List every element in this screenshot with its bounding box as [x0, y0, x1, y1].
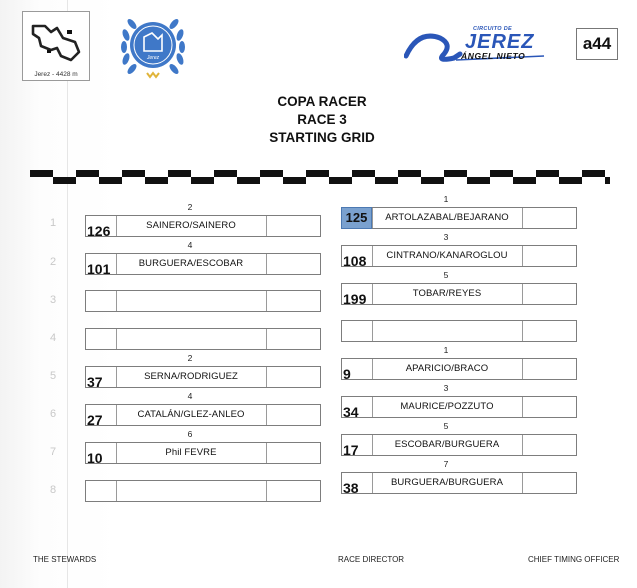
rider-number-cell	[86, 291, 117, 311]
grid-slot-right	[341, 434, 577, 456]
grid-slot-right	[341, 207, 577, 229]
rider-name-cell	[372, 321, 523, 341]
grid-slot-right	[341, 396, 577, 418]
rider-number: 125	[341, 207, 372, 229]
rider-number: 17	[343, 442, 359, 458]
grid-position-label: 1	[443, 194, 449, 204]
rider-number-cell	[86, 481, 117, 501]
grid-slot-right	[341, 245, 577, 267]
rider-number: 126	[87, 223, 111, 239]
title-block	[222, 93, 422, 147]
rider-names: BURGUERA/ESCOBAR	[138, 258, 244, 269]
rider-names: SERNA/RODRIGUEZ	[144, 371, 238, 382]
grid-row-number: 8	[49, 484, 57, 496]
grid-position-label: 2	[187, 202, 193, 212]
grid-slot-left	[85, 290, 321, 312]
rider-names: ARTOLAZABAL/BEJARANO	[385, 212, 509, 223]
grid-position-label: 3	[443, 383, 449, 393]
rider-name-cell	[116, 481, 267, 501]
grid-slot-right	[341, 283, 577, 305]
grid-slot-left	[85, 480, 321, 502]
rider-number-cell	[86, 329, 117, 349]
grid-slot-left	[85, 215, 321, 237]
grid-row-number: 2	[49, 256, 57, 268]
laurel-wreath-logo-icon	[114, 11, 192, 83]
grid-slot-left	[85, 366, 321, 388]
rider-number: 34	[343, 404, 359, 420]
rider-number: 199	[343, 291, 367, 307]
grid-position-label: 2	[187, 353, 193, 363]
grid-slot-left	[85, 253, 321, 275]
checkered-start-line	[30, 170, 610, 184]
grid-position-label: 4	[187, 391, 193, 401]
logo-angel-nieto-text: ÁNGEL NIETO	[461, 51, 526, 61]
rider-names: CATALÁN/GLEZ-ANLEO	[137, 409, 245, 420]
grid-row-number: 1	[49, 217, 57, 229]
rider-number: 38	[343, 480, 359, 496]
rider-number: 9	[343, 366, 351, 382]
rider-number: 37	[87, 374, 103, 390]
grid-slot-left	[85, 442, 321, 464]
rider-names: Phil FEVRE	[165, 447, 217, 458]
grid-row-number: 3	[49, 294, 57, 306]
rider-number: 101	[87, 261, 111, 277]
grid-position-label: 7	[443, 459, 449, 469]
rider-number: 108	[343, 253, 367, 269]
grid-slot-left	[85, 404, 321, 426]
grid-position-label: 5	[443, 421, 449, 431]
svg-text:Jerez: Jerez	[146, 55, 160, 61]
grid-position-label: 6	[187, 429, 193, 439]
grid-row-number: 5	[49, 370, 57, 382]
rider-names: CINTRANO/KANAROGLOU	[386, 250, 508, 261]
grid-row-number: 7	[49, 446, 57, 458]
grid-slot-right	[341, 472, 577, 494]
rider-name-cell	[116, 329, 267, 349]
rider-names: ESCOBAR/BURGUERA	[394, 439, 500, 450]
grid-slot-right	[341, 320, 577, 342]
document-code: a44	[576, 28, 618, 60]
rider-names: APARICIO/BRACO	[405, 363, 489, 374]
grid-position-label: 3	[443, 232, 449, 242]
rider-number: 27	[87, 412, 103, 428]
stewards-signature-label: THE STEWARDS	[33, 555, 97, 564]
championship-title: COPA RACER	[277, 94, 367, 109]
grid-position-label: 5	[443, 270, 449, 280]
grid-row-number: 6	[49, 408, 57, 420]
track-map-icon	[27, 16, 85, 68]
rider-names: MAURICE/POZZUTO	[400, 401, 494, 412]
race-title: RACE 3	[297, 112, 347, 127]
grid-slot-right	[341, 358, 577, 380]
grid-position-label: 1	[443, 345, 449, 355]
margin-line	[67, 0, 68, 588]
rider-number-cell	[342, 321, 373, 341]
grid-position-label: 4	[187, 240, 193, 250]
document-title: STARTING GRID	[269, 130, 375, 145]
rider-names: BURGUERA/BURGUERA	[390, 477, 504, 488]
race-director-signature-label: RACE DIRECTOR	[338, 555, 405, 564]
logo-jerez-text: JEREZ	[465, 31, 535, 53]
rider-names: TOBAR/REYES	[412, 288, 482, 299]
map-caption: Jerez - 4428 m	[34, 71, 78, 78]
grid-slot-left	[85, 328, 321, 350]
track-map	[22, 11, 90, 81]
chief-timing-signature-label: CHIEF TIMING OFFICER	[528, 555, 620, 564]
rider-number: 10	[87, 450, 103, 466]
grid-row-number: 4	[49, 332, 57, 344]
rider-names: SAINERO/SAINERO	[146, 220, 236, 231]
logo-circuito-text: CIRCUITO DE	[473, 26, 512, 32]
rider-name-cell	[116, 291, 267, 311]
